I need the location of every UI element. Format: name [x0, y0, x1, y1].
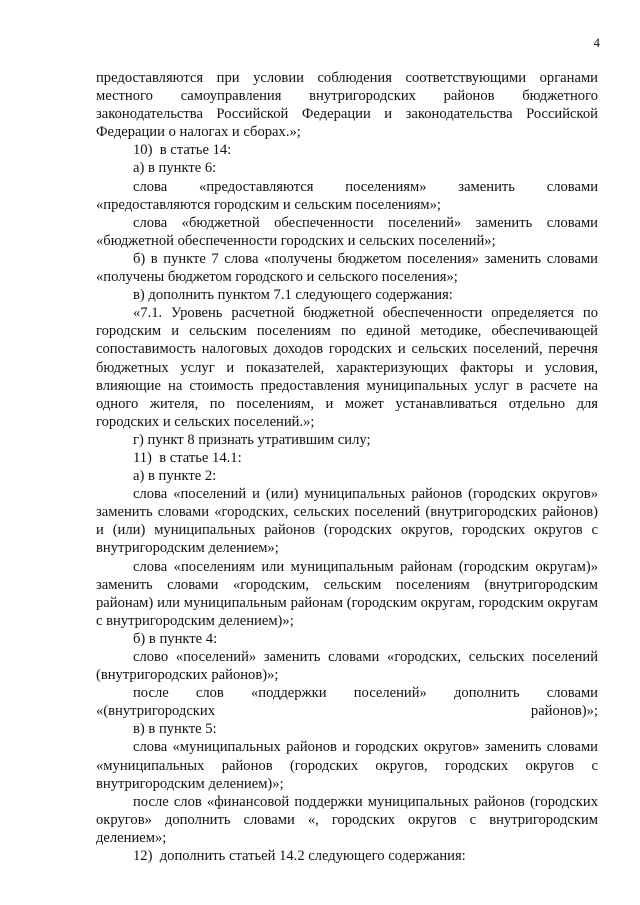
paragraph-continuation: предоставляются при условии соблюдения соответствующими органами местного самоуправления внутригородских районов бюджетного законодательства Российской Федерации и законодательства Российской Федерации о налогах и сборах.»;	[96, 70, 598, 141]
subitem-b-point-7: б) в пункте 7 слова «получены бюджетом поселения» заменить словами «получены бюджетом городского и сельского поселения»;	[96, 250, 598, 286]
quoted-point-7-1: «7.1. Уровень расчетной бюджетной обеспеченности определяется по городским и сельским поселениям по единой методике, обеспечивающей сопоставимость налоговых доходов городских и сельских поселений, перечня бюджетных услуг и показателей, характеризующих факторы и условия, влияющие на стоимость предоставления муниципальных услуг в расчете на одного жителя, по поселениям, и может устанавливаться отдельно для городских и сельских поселений.»;	[96, 305, 598, 430]
subitem-g-point-8: г) пункт 8 признать утратившим силу;	[133, 431, 371, 448]
paragraph-replace-4: слова «поселениям или муниципальным районам (городским округам)» заменить словами «городским, сельским поселениям (внутригородским районам) или муниципальным районам (городским округам, городским округам с внутригородским делением)»;	[96, 558, 598, 629]
subitem-v-point-5: в) в пункте 5:	[133, 721, 217, 738]
paragraph-replace-6: слова «муниципальных районов и городских округов» заменить словами «муниципальных районов (городских округов, городских округов с внутригородским делением)»;	[96, 739, 598, 792]
item-11-heading: 11) в статье 14.1:	[133, 449, 242, 466]
item-12-heading: 12) дополнить статьей 14.2 следующего содержания:	[133, 848, 466, 865]
subitem-v-add-7-1: в) дополнить пунктом 7.1 следующего содержания:	[133, 287, 453, 304]
paragraph-add-1: после слов «поддержки поселений» дополнить словами «(внутригородских районов)»;	[96, 685, 598, 720]
item-10-heading: 10) в статье 14:	[133, 142, 232, 159]
subitem-a-point-2: а) в пункте 2:	[133, 468, 217, 485]
document-body	[96, 69, 598, 865]
paragraph-replace-2: слова «бюджетной обеспеченности поселений» заменить словами «бюджетной обеспеченности городских и сельских поселений»;	[96, 214, 598, 249]
paragraph-replace-5: слово «поселений» заменить словами «городских, сельских поселений (внутригородских районов)»;	[96, 649, 598, 684]
paragraph-add-2: после слов «финансовой поддержки муниципальных районов (городских округов» дополнить словами «, городских округов с внутригородским делением»;	[96, 793, 598, 846]
subitem-a-point-6: а) в пункте 6:	[133, 160, 217, 177]
subitem-b-point-4: б) в пункте 4:	[133, 630, 218, 647]
page-number: 4	[593, 35, 600, 50]
paragraph-replace-1: слова «предоставляются поселениям» заменить словами «предоставляются городским и сельским поселениям»;	[96, 178, 598, 213]
paragraph-replace-3: слова «поселений и (или) муниципальных районов (городских округов» заменить словами «городских, сельских поселений (внутригородских районов) и (или) муниципальных районов (городских округов, городских округов с внутригородским делением»;	[96, 486, 598, 557]
